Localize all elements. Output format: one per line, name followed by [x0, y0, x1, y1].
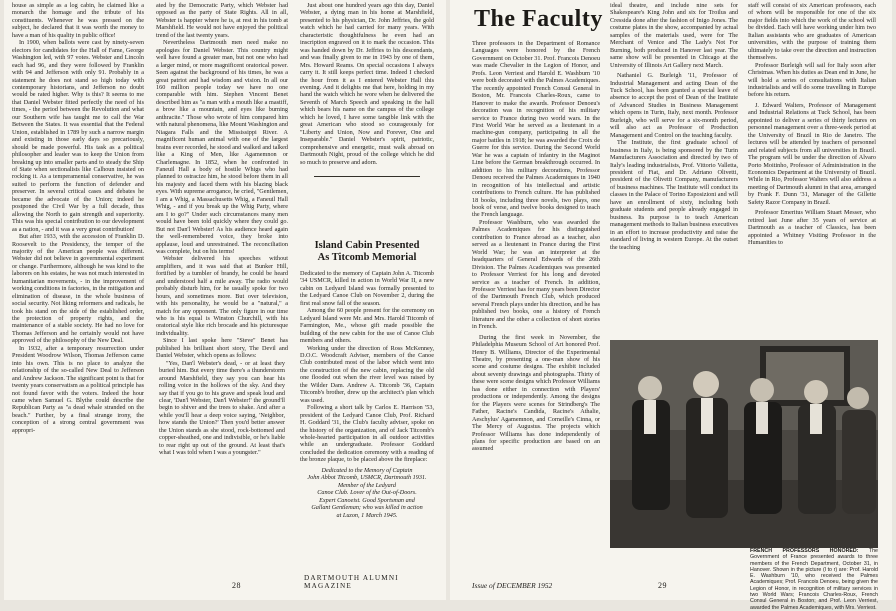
faculty-award-photo [610, 340, 878, 548]
paragraph: Among the 60 people present for the ceremony on Ledyard Island were Mr. and Mrs. Harold Titcomb of Farmington, Me., whose gift made possible the building of the new cabin for the use of Canoe Club members and others. [300, 307, 434, 345]
paragraph: Professor Washburn, who was awarded the Palmes Academiques for his distinguished contribution to France abroad as a teacher, also served as a lieutenant in France during the First World War; he was an interpreter at the headquarters of General Edwards of the 26th Division. The Palmes Academiques was presented to Professor Verriest for his long and devoted service as a teacher of French. In addition, Professor Verriest has for many years been Director of the Dartmouth French Club, which produced several French plays under his direction, and he has published two books, one a history of French literature and the other a collection of short stories in French. [472, 218, 601, 331]
paragraph: Professor Burleigh will sail for Italy soon after Christmas. When his duties as Dean end in June, he will hold a series of consultations with Italian industrialists and will do some travelling in Europe before his return. [748, 61, 876, 99]
right-column-1 [472, 40, 600, 570]
plaque-line: John Abbot Titcomb, USMCR, Dartmouth 1931. Member of the Ledyard [307, 474, 427, 489]
plaque-line: Gallant Gentleman; who was killed in action [311, 504, 423, 512]
left-page [4, 0, 446, 600]
cabin-article [300, 270, 434, 570]
issue-date: Issue of DECEMBER 1952 [472, 581, 553, 590]
paragraph: staff will consist of six American professors, each of whom will be responsible for one of the six major fields into which the work of the school will be divided. Each will have working under him two Italian assistants who are graduates of American universities, with the purpose of training them ultimately to take over the direction and instruction themselves. [748, 2, 876, 62]
left-column-1 [12, 2, 144, 568]
paragraph: Dedicated to the memory of Captain John A. Titcomb '34 USMCR, killed in action in World War II, a new cabin on Ledyard Island was formally presented to the Ledyard Canoe Club on November 2, during the first real snow fall of the season. [300, 270, 434, 307]
paragraph: The Institute, the first graduate school of business in Italy, is being sponsored by the Turin Manufacturers Association and directed by two of Italy's leading industrialists, Prof. Vittorio Valletta, president of Fiat, and Dr. Adriano Olivetti, president of the Olivetti Company, manufacturers of business machines. The Institute will conduct its classes in the Palace of Torino Esposizioni and will have an enrollment of sixty, including both graduate students and people already engaged in business. Its purpose is to teach American management methods to Italian business executives in an effort to increase productivity and raise the standard of living in western Europe. At the outset the teaching [610, 139, 739, 251]
paragraph: In 1932, after a temporary resurrection under President Woodrow Wilson, Thomas Jefferson came into his own. This is no place to analyze the relationship of the so-called New Deal to Jefferson and Andrew Jackson. The significant point is that for twenty years conservatism as a political principle has not found favor with the voters. Indeed the hour came when Samuel G. Blythe could describe the Republican Party as "a dead whale stranded on the beach." Further, by a final strange irony, the conception of a strong central government was appropri- [12, 344, 144, 434]
plaque-line: Expert Canoeist. Good Sportsman and [319, 496, 415, 504]
paragraph: Three professors in the Department of Romance Languages were honored by the French Government on October 31. Prof. Francois Denoeu was made Chevalier in the Legion of Honor, and Profs. Leon Verriest and Harold E. Washburn '10 were both decorated with the Palmes Academiques. The recently appointed French Consul General in Boston, Mr. Francois Charles-Roux, came to Hanover to make the awards. Professor Denoeu's decoration was in recognition of his military service to France during two world wars. In the First World War he served as a lieutenant in a machine-gun company, participating in all the major battles in 1918; he was awarded the Croix de Guerre for this service. During the Second World War he was a captain of infantry in the Maginot Line before the German breakthrough occurred. In addition to his military decorations, Professor Denoeu received the Palmes Academiques in 1940 in recognition of his intellectual and artistic contributions to French culture. He has published 18 books, including three novels, two plays, one book of verse, and twelve books designed to teach the French language. [472, 40, 600, 219]
page-number: 29 [658, 581, 667, 590]
plaque-line: Dedicated to the Memory of Captain [321, 466, 413, 474]
plaque-text [300, 467, 434, 519]
left-column-3 [300, 2, 434, 172]
paragraph: Following a short talk by Carlos E. Harrison '53, president of the Ledyard Canoe Club, Prof. Richard H. Goddard '31, the Club's faculty adviser, spoke on the history of the organization, and of Jack Titcomb's whole-hearted participation in all outdoor activities while an undergraduate. Professor Goddard concluded the dedication ceremony with a reading of the bronze plaque, to be placed above the fireplace: [300, 404, 434, 464]
right-column-3 [748, 2, 876, 334]
paragraph: J. Edward Walters, Professor of Management and Industrial Relations at Tuck School, has been appointed to deliver a series of thirty lectures on personnel management over a three-week period at the University of Brazil in Rio de Janeiro. The lectures will be attended by teachers of personnel and related subjects from all universities in Brazil. The program will be under the direction of Alvaro Porto Moitinho, Professor of Administration in the Economics Department at the University of Brazil. While in Rio, Professor Walters will also address a meeting of Dartmouth alumni in that area, arranged by Frank F. Dunn '31, Manager of the Gillette Safety Razor Company in Brazil. [748, 101, 876, 206]
right-column-2 [610, 2, 738, 334]
right-page [450, 0, 892, 611]
section-title: The Faculty [474, 6, 603, 32]
divider [314, 176, 420, 177]
paragraph: Webster delivered his speeches without amplifiers, and it was said that at Bunker Hill, fortified by a tumbler of brandy, he could be heard and understood half a mile away. The radio would probably disturb him, for he usually spoke for two hours, and sometimes more. But over television, with his personality, he would be a "natural," a match for any opponent. The only figure in our time who is his equal is Winston Churchill, with his oratorical style like rich brocade and his picturesque individuality. [156, 255, 288, 337]
paragraph: In 1900, when ballots were cast by ninety-seven electors for candidates for the Hall of Fame, George Washington led, with 97 votes. Webster and Lincoln each had 96, and they were followed by Franklin with 94 and Jefferson with only 91. Probably in a statement he does not stand so high today with contemporary historians, and Jefferson no doubt would be rated higher. Why is this? It seems to me that Daniel Webster fitted perfectly the need of his times, - the period between the Revolution and what our Southern wife has taught me to call the War Between the States. It was essential that the Federal Union, established in 1789 by such a narrow margin and existing in those early days so precariously, should be made powerful. His task as a political philosopher and leader was to keep the Union from breaking up into smaller parts and to steady the Ship of State when sectionalists like Calhoun insisted on rocking it. As a temperamental conservative, he was suited to perform the function of defender and preserver. In several critical cases and debates he became the advocate of the Union; indeed he postponed the Civil War by a full decade, thus allowing the North to gain strength and superiority. This was his special contribution to our development as a nation, - and it was a very great contribution! [12, 39, 144, 233]
paragraph: house as simple as a log cabin, he claimed like a monarch the homage and the tribute of his constituents. Whenever he was pressed on the subject, he declared that it was worth the money to have a man of his quality in public office! [12, 2, 144, 39]
photo-illustration [610, 340, 878, 548]
magazine-name: DARTMOUTH ALUMNI MAGAZINE [304, 574, 399, 590]
cabin-headline-line-2: As Titcomb Memorial [317, 252, 417, 263]
caption-heading: FRENCH PROFESSORS HONORED: [750, 548, 859, 554]
paragraph: Professor Emeritus William Stuart Messer, who retired last June after 35 years of service at Dartmouth as a teacher of Classics, has been appointed a Whitney Visiting Professor in the Humanities to [748, 209, 876, 247]
cabin-headline [300, 240, 434, 264]
paragraph: ideal theatre, and include nine sets for Shakespeare's King John and six for Troilus and Cressida done after the fashion of Inigo Jones. The costume plates in the show, accompanied by actual samples of the materials used, were for The Merchant of Venice and The Lady's Not For Burning, both produced in Hanover last year. The same show will be presented in Chicago at the University of Illinois Art Gallery next March. [610, 2, 738, 69]
paragraph: Nevertheless Dartmouth men need make no apologies for Daniel Webster. This country might well have found a greater man, but not one who had a larger mind, or more magnificent oratorical power. Seen against the background of his times, he was a great patriot and had wisdom and vision. In all our 160 million people today we have no one comparable with him. Stephen Vincent Benet described him as "a man with a mouth like a mastiff, a brow like a mountain, and eyes like burning anthracite." Those who wrote of him compared him with natural phenomena, like Mount Washington and Niagara Falls and the Mississippi River. A magnificent human animal with one of the largest brains ever recorded, he stood and walked and talked like a King of Men, like Agamemnon or Charlemagne. In 1852, when he confronted in Faneuil Hall a body of hostile Whigs who had planned to ostracize him, he stood before them in all his majesty and faced them with his blazing black eyes. With supreme arrogance, he cried, "Gentlemen, I am a Whig, a Massachusetts Whig, a Faneuil Hall Whig, - and if you break up the Whig Party, where am I to go?" Under such circumstances many men would have been told quickly where they could go. But not Dan'l Webster! As his audience heard again the well-remembered voice, they broke into applause, loud and unrestrained. The reconciliation was complete, but on his terms! [156, 39, 288, 255]
cabin-headline-line-1: Island Cabin Presented [314, 240, 420, 251]
paragraph: ated by the Democratic Party, which Webster had opposed as the party of State Rights. All in all, Webster is happier where he is, at rest in his tomb at Marshfield. He would not have enjoyed the political trend of the last twenty years. [156, 2, 288, 39]
plaque-line: at Luzon, 1 March 1945. [336, 511, 398, 519]
left-column-2 [156, 2, 288, 568]
caption-text: The Government of France presented awards to three members of the French Department, October 31, in Hanover. Shown in the picture (l to r) are: Prof. Harold E. Washburn '10, who received the Palmes Academiques; Prof. Francois Denoeu, being given the Legion of Honor, in recognition of military services in two World Wars; Francois Charles-Roux, French Consul General in Boston; and Prof. Leon Verriest, awarded the Palmes Academiques, with Mrs. Verriest. [750, 548, 878, 611]
photo-caption [750, 548, 878, 611]
paragraph: Nathaniel G. Burleigh '11, Professor of Industrial Management and acting Dean of the Tuck School, has been granted a special leave of absence to accept the post of Dean of the Institute of Advanced Studies in Business Management which opens in Turin, Italy, next month. Professor Burleigh, who will serve for a six-month period, will also act as Professor of Production Management and Control on the teaching faculty. [610, 72, 738, 139]
plaque-line: Canoe Club. Lover of the Out-of-Doors. [317, 489, 417, 497]
paragraph: Working under the direction of Ross McKenney, D.O.C. Woodcraft Adviser, members of the Canoe Club contributed most of the labor which went into the construction of the new cabin, replacing the old one flooded out when the river level was raised by the Wilder Dam. Andrew A. Titcomb '36, Captain Titcomb's brother, drew up the architect's plan which was used. [300, 344, 434, 404]
paragraph: Just about one hundred years ago this day, Daniel Webster, a dying man in his home at Marshfield, presented to his physician, Dr. John Jeffries, the gold watch which he had carried for many years. With characteristic thoughtfulness he even had an inscription engraved on it to mark the occasion. This was handed down by Dr. Jeffries to his descendants, and was finally given to me in 1943 by one of them, Mrs. Howard Reams. On special occasions I always carry it. It still keeps perfect time. Indeed I checked the hour from it as I entered Webster Hall this evening. And it delights me that here, holding in my hand the watch which he wore when he delivered the Seventh of March Speech and speaking in the hall which bears his name on the campus of the college which he loved, I have some tangible link with the great American who stood so courageously for "Liberty and Union, Now and Forever, One and Inseparable." Daniel Webster's spirit, patriotic, comprehensive and energetic, must walk abroad on Dartmouth Night, proud of the college which he did so much to preserve and adorn. [300, 2, 434, 166]
quotation: "Yes, Dan'l Webster's dead, - or at least they buried him. But every time there's a thunderstorm around Marshfield, they say you can hear his rolling voice in the hollows of the sky. And they say that if you go to his grave and speak loud and clear, 'Dan'l Webster, Dan'l Webster!' the ground'll begin to shiver and the trees to shake. And after a while you'll hear a deep voice saying, 'Neighbor, how stands the Union?' Then you'd better answer the Union stands as she stood, rock-bottomed and copper-sheathed, one and indivisible, or he's liable to rear right up out of the ground. At least that's what I was told when I was a youngster." [159, 359, 285, 457]
page-number: 28 [232, 581, 241, 590]
paragraph: But after 1933, with the accession of Franklin D. Roosevelt to the Presidency, the temper of the majority of the American people was different. Webster did not believe in governmental experiment or change. Furthermore, although he was kind to the laborers on his estates, he was not much interested in humanitarian movements, - in the improvement of working conditions in factories, in the mitigation and elimination of disease, in the whole business of social security. Not liking reformers and radicals, he took his stand on the side of the established order, the protection of property rights, and the maintenance of a stable society. He had no love for Thomas Jefferson and he certainly would not have approved of the philosophy of the New Deal. [12, 233, 144, 345]
paragraph: During the first week in November, the Philadelphia Museum School of Art honored Prof. Henry B. Williams, Director of the Experimental Theatre, by presenting a one-man show of his scene and costume designs. The exhibit included about seventy drawings and photographs. Thirty of these were scene designs which Professor Williams has done either in connection with Players' productions or independently. Among the designs for the Players were scenes for Strindberg's The Father, Racine's Candida, Racine's Athalie, Aeschylus' Agamemnon, and Corneille's Cinna, or The Mercy of Augustus. The projects which Professor Williams has done independently of plans for specific production are based on an assumed [472, 333, 600, 453]
paragraph: Since I last spoke here "Steve" Benet has published his brilliant short story, The Devil and Daniel Webster, which opens as follows: [156, 337, 288, 360]
